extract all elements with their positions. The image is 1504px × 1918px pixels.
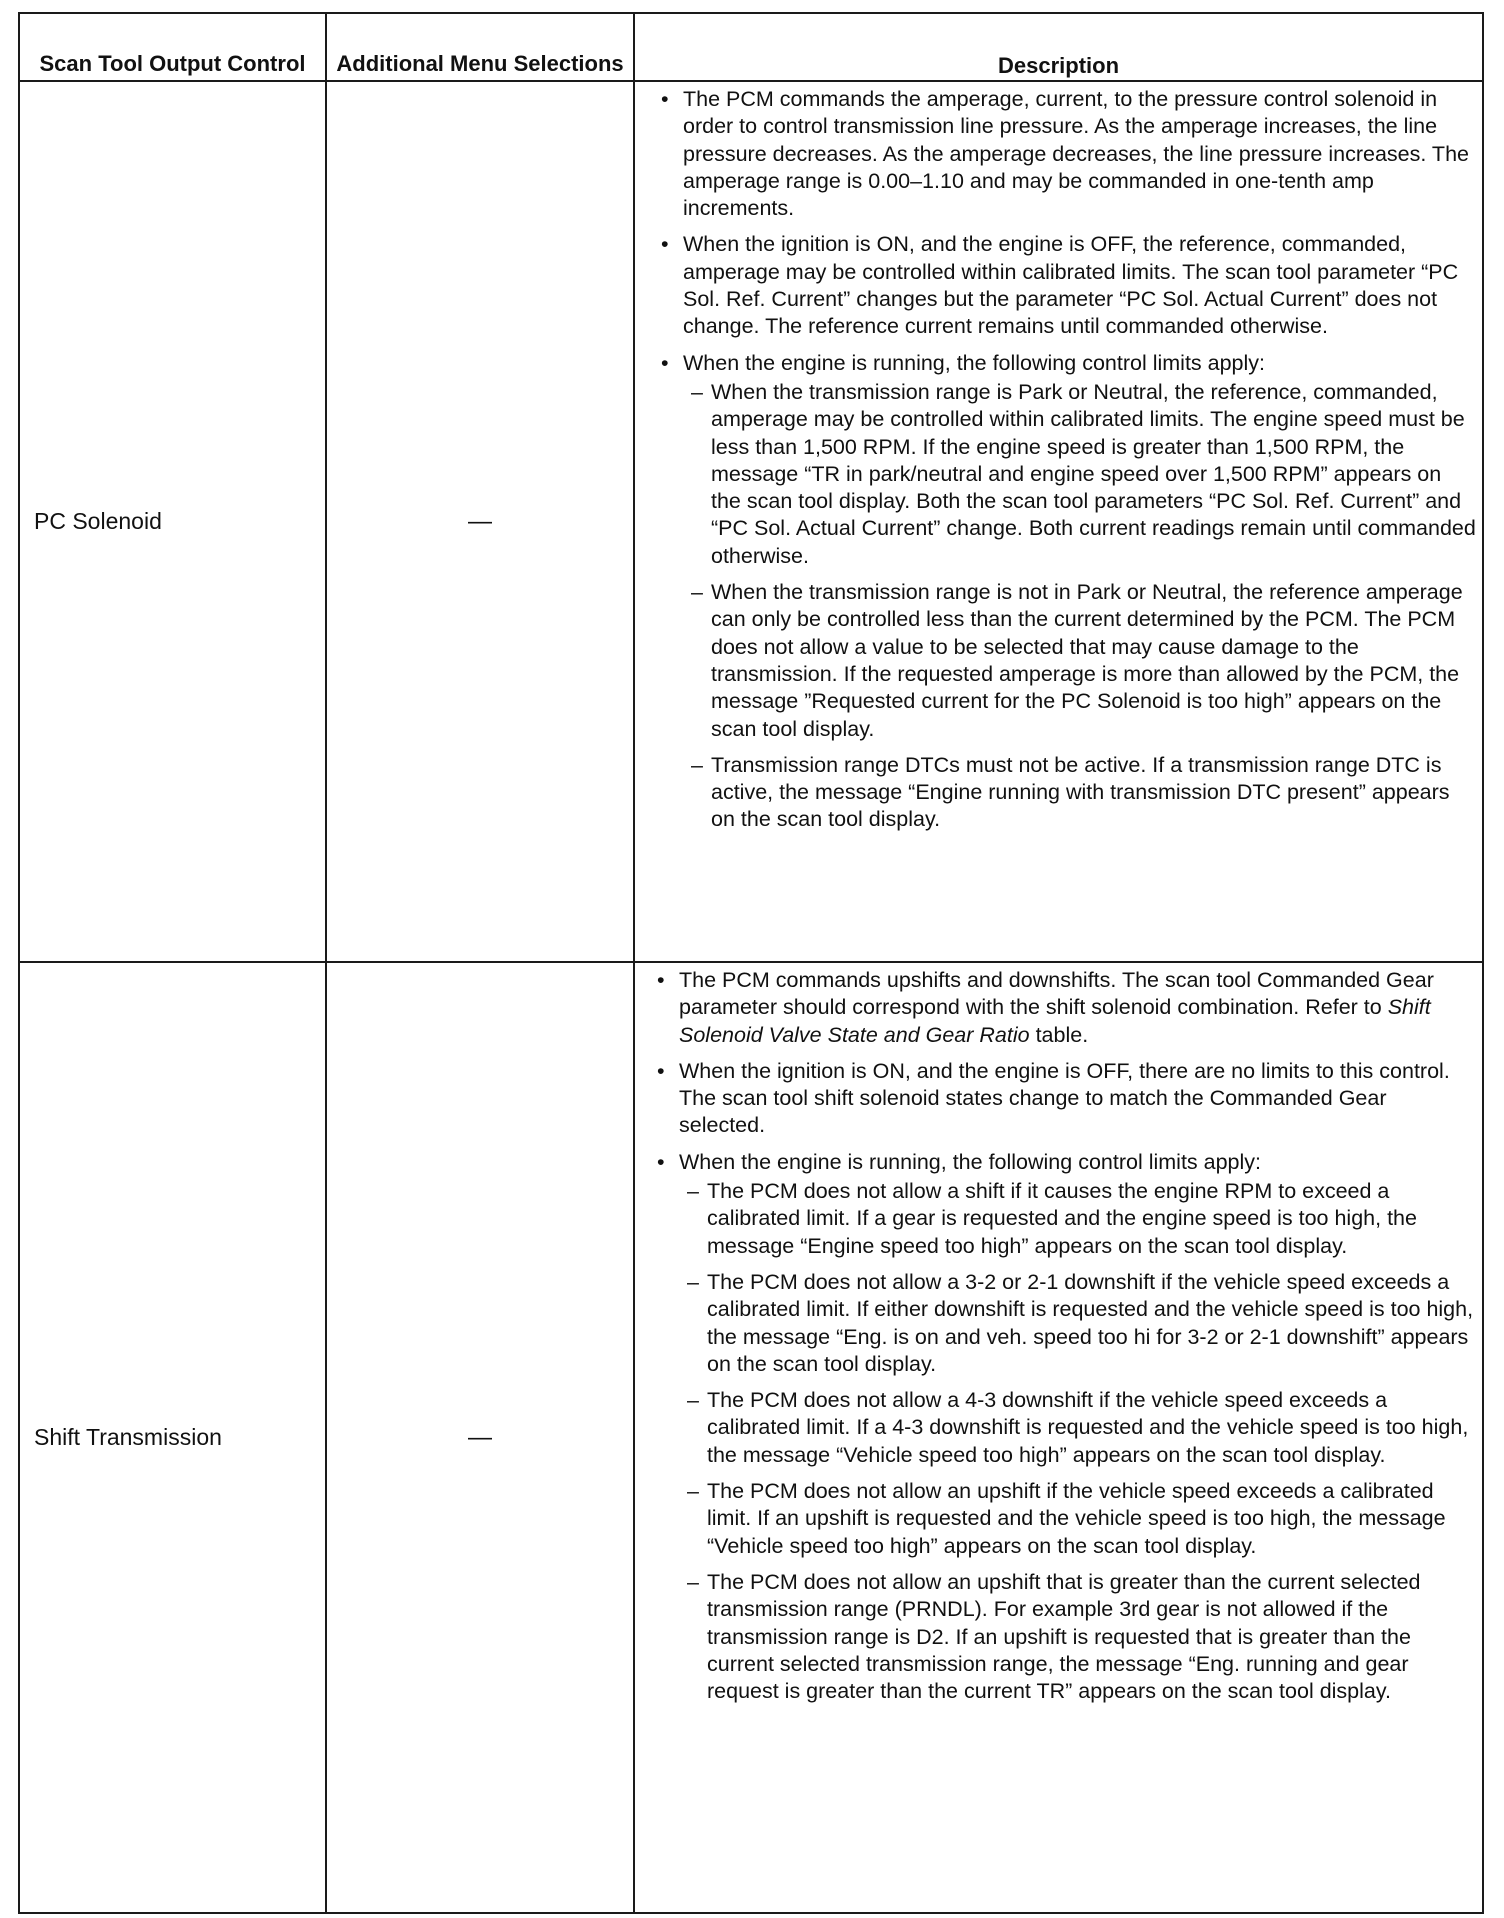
menu-selection-cell: —: [326, 81, 634, 962]
bullet-item: • The PCM commands the amperage, current, to the pressure control solenoid in order to control transmission line pressure. As the amperage increases, the line pressure decreases. As the amperage decreases, the line pressure increases. The amperage range is 0.00–1.10 and may be commanded in one-tenth amp increments.: [661, 86, 1476, 222]
bullet-item: • When the ignition is ON, and the engine is OFF, there are no limits to this control. The scan tool shift solenoid states change to match the Commanded Gear selected.: [657, 1058, 1476, 1140]
header-additional-menu-selections: Additional Menu Selections: [326, 13, 634, 81]
bullet-item: • When the engine is running, the following control limits apply:: [657, 1149, 1476, 1176]
table-header-row: [19, 13, 1483, 81]
sub-item: – The PCM does not allow a 4-3 downshift if the vehicle speed exceeds a calibrated limit. If a 4-3 downshift is requested and the vehicle speed is too high, the message “Vehicle speed too high” appears on the scan tool display.: [657, 1387, 1476, 1469]
bullet-item: [657, 967, 1476, 1049]
sub-item: – Transmission range DTCs must not be active. If a transmission range DTC is active, the message “Engine running with transmission DTC present” appears on the scan tool display.: [661, 752, 1476, 834]
header-description: Description: [634, 13, 1483, 81]
table-row-shift-transmission: [19, 962, 1483, 1913]
table-row-pc-solenoid: [19, 81, 1483, 962]
sub-item: – The PCM does not allow an upshift that is greater than the current selected transmission range (PRNDL). For example 3rd gear is not allowed if the transmission range is D2. If an upshift is requested that is greater than the current selected transmission range, the message “Eng. running and gear request is greater than the current TR” appears on the scan tool display.: [657, 1569, 1476, 1705]
header-scan-tool-output-control: Scan Tool Output Control: [19, 13, 326, 81]
description-cell: [634, 81, 1483, 962]
sub-item: – The PCM does not allow a 3-2 or 2-1 downshift if the vehicle speed exceeds a calibrated limit. If either downshift is requested and the vehicle speed is too high, the message “Eng. is on and veh. speed too hi for 3-2 or 2-1 downshift” appears on the scan tool display.: [657, 1269, 1476, 1378]
bullet-text: The PCM commands upshifts and downshifts. The scan tool Commanded Gear parameter should correspond with the shift solenoid combination. Refer to: [679, 968, 1434, 1020]
bullet-item: • When the engine is running, the following control limits apply:: [661, 350, 1476, 377]
menu-selection-cell: —: [326, 962, 634, 1913]
table-reference: Shift Solenoid Valve State and Gear Ratio: [679, 995, 1431, 1047]
sub-item: – The PCM does not allow a shift if it causes the engine RPM to exceed a calibrated limit. If a gear is requested and the engine speed is too high, the message “Engine speed too high” appears on the scan tool display.: [657, 1178, 1476, 1260]
control-name-cell: PC Solenoid: [19, 81, 326, 962]
control-name-cell: Shift Transmission: [19, 962, 326, 1913]
scan-tool-output-control-table: [18, 12, 1484, 1914]
description-cell: [634, 962, 1483, 1913]
bullet-text: table.: [1029, 1022, 1089, 1047]
sub-item: – When the transmission range is Park or Neutral, the reference, commanded, amperage may be controlled within calibrated limits. The engine speed must be less than 1,500 RPM. If the engine speed is greater than 1,500 RPM, the message “TR in park/neutral and engine speed over 1,500 RPM” appears on the scan tool display. Both the scan tool parameters “PC Sol. Ref. Current” and “PC Sol. Actual Current” change. Both current readings remain until commanded otherwise.: [661, 379, 1476, 570]
sub-item: – The PCM does not allow an upshift if the vehicle speed exceeds a calibrated limit. If an upshift is requested and the vehicle speed is too high, the message “Vehicle speed too high” appears on the scan tool display.: [657, 1478, 1476, 1560]
bullet-item: • When the ignition is ON, and the engine is OFF, the reference, commanded, amperage may be controlled within calibrated limits. The scan tool parameter “PC Sol. Ref. Current” changes but the parameter “PC Sol. Actual Current” does not change. The reference current remains until commanded otherwise.: [661, 231, 1476, 340]
sub-item: – When the transmission range is not in Park or Neutral, the reference amperage can only be controlled less than the current determined by the PCM. The PCM does not allow a value to be selected that may cause damage to the transmission. If the requested amperage is more than allowed by the PCM, the message ”Requested current for the PC Solenoid is too high” appears on the scan tool display.: [661, 579, 1476, 743]
